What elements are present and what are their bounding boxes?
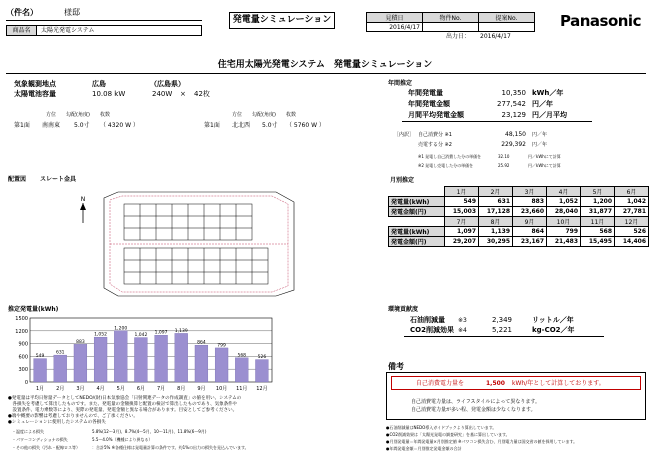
bar-value-label: 568 bbox=[237, 353, 247, 359]
location-label: 気象観測地点 bbox=[14, 80, 56, 88]
month-header: 7月 bbox=[445, 217, 479, 227]
orient-row2-label: 第1面 bbox=[204, 122, 220, 129]
chart-bar bbox=[134, 338, 147, 382]
oil-unit: リットル／年 bbox=[532, 316, 574, 324]
kwh-cell: 1,042 bbox=[615, 197, 649, 207]
kwh-cell: 1,052 bbox=[547, 197, 581, 207]
row-label-yen: 発電金額(円) bbox=[389, 237, 445, 247]
x-tick-label: 1月 bbox=[35, 386, 45, 392]
meta-table bbox=[366, 12, 535, 32]
orient-head-count: 枚数 bbox=[100, 112, 111, 118]
footnote-line: 各損失を考慮して算出したものです。また、発電量の金額換算と配置の検討で算出したものであり、気象条件や bbox=[8, 402, 238, 407]
meta-header-proposal: 提案No. bbox=[479, 13, 535, 23]
sell-value: 229,392 bbox=[501, 141, 526, 148]
y-tick-label: 0 bbox=[24, 380, 28, 386]
loss-item bbox=[12, 428, 382, 436]
bar-value-label: 799 bbox=[217, 343, 226, 349]
location-value: 広島 bbox=[92, 80, 106, 88]
yen-cell: 31,877 bbox=[581, 207, 615, 217]
month-header: 9月 bbox=[513, 217, 547, 227]
yen-cell: 15,003 bbox=[445, 207, 479, 217]
x-tick-label: 11月 bbox=[236, 386, 248, 392]
orient-head-angle-2: 勾配(角度) bbox=[252, 112, 276, 118]
co2-note: ※4 bbox=[458, 327, 467, 334]
remark-line-b: 1,500 bbox=[486, 380, 505, 387]
page-title: 住宅用太陽光発電システム 発電量シミュレーション bbox=[217, 60, 433, 70]
kwh-cell: 883 bbox=[513, 197, 547, 207]
y-tick-label: 1200 bbox=[15, 328, 28, 335]
capacity-count: 42枚 bbox=[194, 90, 210, 98]
bar-value-label: 526 bbox=[257, 355, 267, 361]
orient-head-dir-2: 方位 bbox=[232, 112, 243, 118]
self-label: 自己消費分 ※1 bbox=[418, 132, 452, 138]
month-header: 3月 bbox=[513, 187, 547, 197]
capacity-mult: × bbox=[180, 90, 186, 98]
loss-items bbox=[12, 428, 382, 452]
footnote-line: ●CO2削減効果は「太陽光発電の調査研究」を基に算出しています。 bbox=[386, 432, 510, 437]
loss-item-label: ・温度による損失 bbox=[12, 429, 44, 434]
annual-yen-label: 年間発電金額 bbox=[408, 100, 450, 108]
co2-label: CO2削減効果 bbox=[410, 326, 454, 334]
bar-value-label: 883 bbox=[76, 339, 85, 345]
bar-value-label: 1,200 bbox=[114, 326, 128, 332]
orient-head-angle: 勾配(角度) bbox=[66, 112, 90, 118]
x-tick-label: 8月 bbox=[177, 386, 186, 392]
sell-unit: 円／年 bbox=[532, 142, 548, 148]
orient-head-dir: 方位 bbox=[46, 112, 57, 118]
self-value: 48,150 bbox=[505, 131, 526, 138]
yen-cell: 23,167 bbox=[513, 237, 547, 247]
chart-bar bbox=[255, 360, 268, 382]
loss-item-value: 5.5～4.0%（機種により異なる） bbox=[92, 437, 153, 442]
meta-header-date: 見積日 bbox=[367, 13, 423, 23]
y-tick-label: 600 bbox=[18, 354, 28, 361]
loss-item-value: 5.8%(12～3月)、8.7%(4～5月、10～11月)、11.8%(6～9月) bbox=[92, 429, 207, 434]
self-consumption-box bbox=[391, 376, 641, 390]
orient-row1-count: （ 4320 W ） bbox=[100, 122, 139, 129]
monthly-table bbox=[388, 186, 649, 247]
annual-avg-value: 23,129 bbox=[501, 111, 526, 119]
kwh-cell: 1,139 bbox=[479, 227, 513, 237]
row-label-kwh: 発電量(kWh) bbox=[389, 197, 445, 207]
kwh-cell: 864 bbox=[513, 227, 547, 237]
capacity-value: 10.08 kW bbox=[92, 90, 126, 98]
chart-bar bbox=[34, 359, 47, 382]
orient-row2-count: （ 5760 W ） bbox=[286, 122, 325, 129]
meta-value-property bbox=[423, 23, 479, 32]
meta-header-property: 物件No. bbox=[423, 13, 479, 23]
orient-row2-dir: 北北西 bbox=[232, 122, 251, 129]
loss-item bbox=[12, 444, 382, 452]
orient-row1-pitch: 5.0寸 bbox=[74, 122, 90, 129]
sell-label: 売電する分 ※2 bbox=[418, 142, 452, 148]
kwh-cell: 549 bbox=[445, 197, 479, 207]
loss-item-label: ・パワーコンディショナの損失 bbox=[12, 437, 68, 442]
y-tick-label: 900 bbox=[18, 341, 28, 348]
x-tick-label: 3月 bbox=[76, 386, 85, 392]
meta-value-date: 2016/4/17 bbox=[367, 23, 423, 32]
kwh-cell: 799 bbox=[547, 227, 581, 237]
chart-title: 推定発電量(kWh) bbox=[8, 306, 59, 313]
capacity-label: 太陽電池容量 bbox=[14, 90, 56, 98]
monthly-corner-2 bbox=[389, 217, 445, 227]
env-section: 環境貢献度 bbox=[388, 306, 419, 313]
case-value: 様邸 bbox=[64, 8, 80, 17]
loss-item-label: ・その他の損失（汚れ・配線ロス等） bbox=[12, 445, 80, 450]
location-pref: （広島県） bbox=[150, 80, 185, 88]
co2-value: 5,221 bbox=[491, 326, 512, 334]
remark-line-a: 自己消費電力量を bbox=[416, 380, 465, 387]
month-header: 12月 bbox=[615, 217, 649, 227]
compass bbox=[74, 196, 92, 229]
note1-unit: 円／kWhにて計算 bbox=[528, 154, 561, 159]
note1-value: 32.10 bbox=[498, 154, 510, 159]
bar-value-label: 864 bbox=[197, 340, 206, 346]
remark-line-c: kWh/年として計算しております。 bbox=[512, 380, 605, 387]
month-header: 5月 bbox=[581, 187, 615, 197]
loss-item-value: ：合計5% ※各種仕様は発電量計算の条件です。約1%の出力の損失を見込んでいます。 bbox=[92, 445, 249, 450]
orient-head-count-2: 枚数 bbox=[286, 112, 297, 118]
capacity-detail: 240W bbox=[152, 90, 173, 98]
footnotes-right bbox=[386, 424, 652, 452]
month-header: 6月 bbox=[615, 187, 649, 197]
annual-kwh-value: 10,350 bbox=[501, 89, 526, 97]
remark-note-1: 自己消費電力量は、ライフスタイルによって異なります。 bbox=[411, 399, 541, 405]
month-header: 1月 bbox=[445, 187, 479, 197]
month-header: 8月 bbox=[479, 217, 513, 227]
x-tick-label: 6月 bbox=[136, 386, 146, 392]
x-tick-label: 7月 bbox=[156, 386, 166, 392]
layout-roof-type: スレート金具 bbox=[40, 176, 77, 183]
chart-bar bbox=[215, 348, 228, 382]
chart-bar bbox=[94, 337, 107, 382]
remark-note-2: 自己消費電力量が多い程、発電金額は少なくなります。 bbox=[411, 407, 536, 413]
kwh-cell: 526 bbox=[615, 227, 649, 237]
orient-row1-dir: 南南東 bbox=[42, 122, 61, 129]
annual-section: 年間推定 bbox=[388, 80, 413, 87]
footnotes-left bbox=[8, 396, 378, 426]
yen-cell: 23,660 bbox=[513, 207, 547, 217]
product-label: 商品名 bbox=[7, 26, 37, 35]
chart-bar bbox=[54, 355, 67, 382]
yen-cell: 30,295 bbox=[479, 237, 513, 247]
monthly-section: 月別推定 bbox=[390, 177, 415, 184]
kwh-cell: 568 bbox=[581, 227, 615, 237]
footnote-line: ●石油削減量はNEDO導入ガイドブックより算出しています。 bbox=[386, 425, 497, 430]
bar-value-label: 549 bbox=[35, 354, 45, 360]
case-label-text: （件名） bbox=[6, 8, 38, 17]
y-tick-label: 1500 bbox=[15, 316, 28, 322]
compass-arrow-icon bbox=[74, 203, 92, 225]
bar-value-label: 1,139 bbox=[174, 328, 188, 334]
orient-row2-pitch: 5.0寸 bbox=[262, 122, 278, 129]
month-header: 11月 bbox=[581, 217, 615, 227]
month-header: 4月 bbox=[547, 187, 581, 197]
chart-bar bbox=[74, 344, 87, 382]
print-date: 2016/4/17 bbox=[480, 33, 511, 40]
footnote-line: ●端や概要の影響は考慮しておりませんので、ご了承ください。 bbox=[8, 414, 138, 419]
row-label-kwh: 発電量(kWh) bbox=[389, 227, 445, 237]
annual-yen-unit: 円／年 bbox=[532, 100, 553, 108]
case-label bbox=[6, 8, 116, 17]
footnote-line: ●年間発電金額＝月別推定発電金額の合計 bbox=[386, 446, 462, 451]
note2-unit: 円／kWhにて計算 bbox=[528, 163, 561, 168]
compass-north-label: N bbox=[80, 196, 86, 203]
annual-avg-label: 月間平均発電金額 bbox=[408, 111, 464, 119]
breakdown-label: ［内訳］ bbox=[394, 132, 415, 138]
yen-cell: 17,128 bbox=[479, 207, 513, 217]
monthly-generation-chart bbox=[8, 314, 278, 394]
chart-bar bbox=[175, 333, 188, 382]
oil-label: 石油削減量 bbox=[410, 316, 445, 324]
roof-layout-diagram bbox=[100, 188, 300, 300]
kwh-cell: 1,097 bbox=[445, 227, 479, 237]
bar-value-label: 1,097 bbox=[154, 330, 168, 336]
yen-cell: 29,207 bbox=[445, 237, 479, 247]
product-value: 太陽光発電システム bbox=[41, 27, 95, 34]
chart-bar bbox=[114, 331, 127, 382]
co2-unit: kg-CO2／年 bbox=[532, 326, 575, 334]
yen-cell: 14,406 bbox=[615, 237, 649, 247]
annual-kwh-unit: kWh／年 bbox=[532, 89, 564, 97]
y-tick-label: 300 bbox=[18, 367, 28, 374]
annual-avg-unit: 円／月平均 bbox=[532, 111, 567, 119]
footnote-line: ●発電量は平均日射量データとしてNEDO/(財)日本気象協会「日射関連データの作成調査」の値を用い、システムの bbox=[8, 396, 242, 401]
footnote-line: ●シミュレーションに使用したシステムの各損失 bbox=[8, 420, 106, 425]
kwh-cell: 631 bbox=[479, 197, 513, 207]
remarks-box bbox=[386, 372, 646, 420]
x-tick-label: 12月 bbox=[256, 386, 268, 392]
annual-yen-value: 277,542 bbox=[497, 100, 526, 108]
yen-cell: 28,040 bbox=[547, 207, 581, 217]
self-unit: 円／年 bbox=[532, 132, 548, 138]
note1: ※1 発電し自己消費した分の単価を bbox=[418, 154, 482, 159]
meta-value-proposal bbox=[479, 23, 535, 32]
brand-logo: Panasonic bbox=[560, 12, 641, 30]
doc-badge: 発電量シミュレーション bbox=[229, 12, 335, 29]
remarks-section: 備考 bbox=[388, 362, 404, 371]
loss-item bbox=[12, 436, 382, 444]
footnote-line: 設置条件、電力乗数等により、実際の発電量、発電金額と異なる場合があります。目安としてご参考ください。 bbox=[8, 408, 238, 413]
x-tick-label: 9月 bbox=[197, 386, 206, 392]
footnote-line: ●月別発電量＝年間発電量×月別推定値 ※パワコン損失含む、月別電力量は国交省の値を採用しています。 bbox=[386, 439, 578, 444]
layout-section: 配置図 bbox=[8, 176, 27, 183]
note2-value: 25.92 bbox=[498, 163, 510, 168]
yen-cell: 27,781 bbox=[615, 207, 649, 217]
bar-value-label: 1,052 bbox=[94, 332, 108, 338]
orient-row1-label: 第1面 bbox=[14, 122, 30, 129]
note2: ※2 発電し売電した分の単価を bbox=[418, 163, 474, 168]
month-header: 2月 bbox=[479, 187, 513, 197]
chart-bar bbox=[195, 345, 208, 382]
yen-cell: 21,483 bbox=[547, 237, 581, 247]
x-tick-label: 5月 bbox=[116, 386, 125, 392]
product-row bbox=[6, 25, 202, 36]
bar-value-label: 631 bbox=[55, 350, 65, 356]
bar-value-label: 1,042 bbox=[134, 333, 148, 339]
row-label-yen: 発電金額(円) bbox=[389, 207, 445, 217]
x-tick-label: 10月 bbox=[215, 386, 228, 392]
x-tick-label: 2月 bbox=[56, 386, 65, 392]
chart-bar bbox=[235, 358, 248, 382]
x-tick-label: 4月 bbox=[96, 386, 105, 392]
yen-cell: 15,495 bbox=[581, 237, 615, 247]
chart-bar bbox=[155, 335, 168, 382]
monthly-corner-1 bbox=[389, 187, 445, 197]
annual-kwh-label: 年間発電量 bbox=[408, 89, 443, 97]
print-label: 出力日： bbox=[446, 33, 471, 40]
oil-value: 2,349 bbox=[491, 316, 512, 324]
month-header: 10月 bbox=[547, 217, 581, 227]
oil-note: ※3 bbox=[458, 317, 467, 324]
kwh-cell: 1,200 bbox=[581, 197, 615, 207]
